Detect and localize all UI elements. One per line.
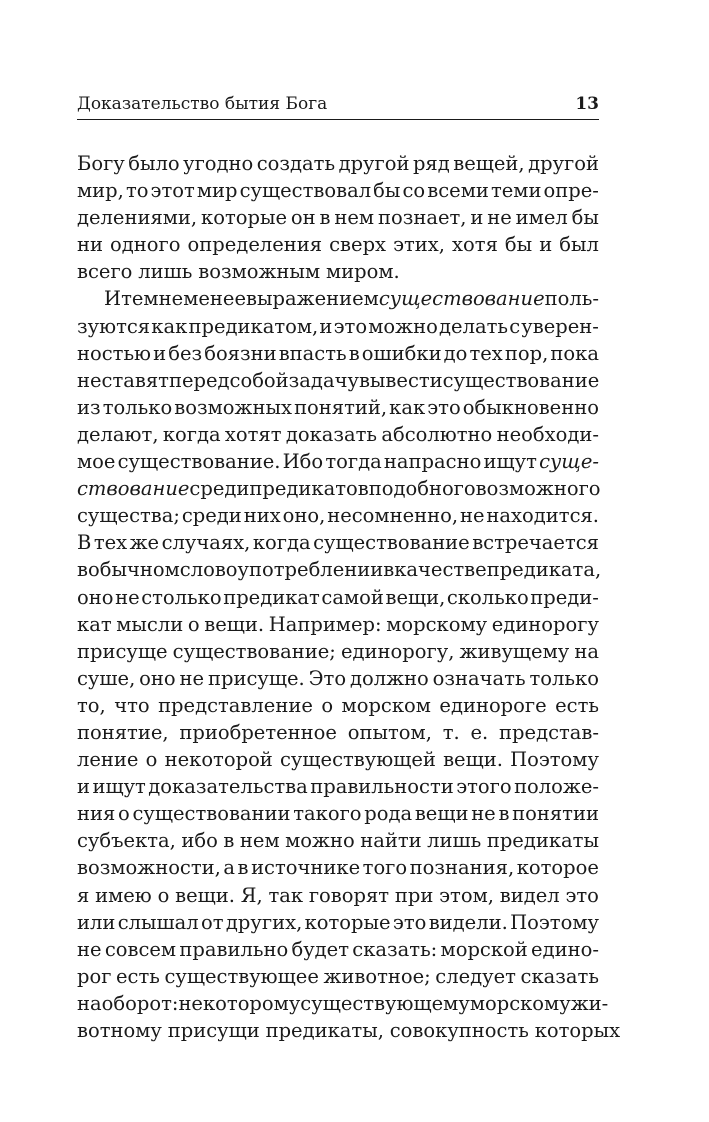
book-page	[77, 0, 621, 1122]
word: рог	[77, 964, 112, 988]
word: уверен-	[521, 314, 599, 338]
word: о	[157, 883, 170, 907]
word: боязни	[204, 341, 277, 365]
word: со	[402, 179, 426, 203]
word: в	[319, 206, 331, 230]
word: вотному	[77, 1019, 162, 1042]
word: можно	[285, 829, 355, 853]
word: слышал	[117, 910, 199, 934]
text-line	[77, 204, 599, 231]
word: Богу	[77, 152, 125, 175]
word: только	[102, 395, 173, 419]
word: существование;	[172, 639, 336, 663]
word: суше,	[77, 666, 136, 690]
text-line	[77, 475, 599, 502]
word: предикат	[223, 585, 320, 609]
word: это	[427, 395, 461, 419]
word: видели.	[428, 910, 508, 934]
text-line	[77, 177, 599, 204]
word: это	[392, 910, 427, 934]
word: морском	[341, 693, 431, 717]
text-line	[77, 421, 599, 448]
word: то,	[77, 693, 106, 717]
text-line	[77, 746, 599, 773]
text-line	[77, 367, 599, 394]
text-line	[77, 529, 599, 556]
word: положе-	[514, 775, 599, 799]
word: о	[118, 802, 130, 826]
word: не	[487, 206, 512, 230]
word: так	[268, 883, 304, 907]
word: не	[459, 504, 485, 528]
word: этот	[150, 179, 195, 203]
word: ни	[77, 233, 103, 257]
word: о	[145, 748, 158, 772]
word: сказать	[520, 964, 599, 988]
word: означать	[432, 666, 526, 690]
word: Это	[308, 666, 347, 690]
word: хотя	[452, 233, 498, 257]
word: сколько	[446, 585, 529, 609]
word: единорогу,	[341, 639, 455, 663]
text-line	[77, 1017, 621, 1044]
word: в	[237, 856, 249, 880]
word: до	[443, 341, 468, 365]
word: на	[574, 639, 599, 663]
word: вещи	[414, 802, 469, 826]
word: этих,	[393, 233, 445, 257]
text-line	[77, 827, 599, 854]
text-line	[77, 611, 599, 638]
word: которые	[304, 910, 391, 934]
word: возможного	[475, 477, 601, 501]
word: животное;	[323, 964, 431, 988]
word: вещи.	[175, 883, 235, 907]
word: нем	[239, 829, 280, 853]
word: тех	[93, 531, 128, 555]
word: существующее	[164, 964, 319, 988]
word: существовал	[239, 179, 372, 203]
word: совсем	[104, 937, 177, 961]
word: следует	[435, 964, 516, 988]
word: другой	[338, 152, 410, 175]
word: есть	[555, 693, 599, 717]
word: доказательства	[148, 775, 308, 799]
text-line	[77, 258, 599, 285]
text-line	[77, 231, 599, 258]
word: с	[509, 314, 521, 338]
word: абсолютно	[381, 422, 493, 446]
word: среди	[181, 504, 242, 528]
word: которые	[201, 206, 288, 230]
word: определения	[187, 233, 323, 257]
word: и	[470, 206, 484, 230]
text-line	[77, 963, 599, 990]
word: присуще.	[207, 666, 305, 690]
word: источнике	[251, 856, 361, 880]
word: поль-	[544, 287, 599, 311]
word: присущи	[167, 1019, 260, 1042]
word: а	[223, 856, 236, 880]
word: или	[77, 910, 116, 934]
word: и	[153, 341, 167, 365]
word: хотят	[224, 422, 282, 446]
word: необходи-	[496, 422, 599, 446]
word: подобного	[368, 477, 476, 501]
word: в	[223, 829, 235, 853]
word: есть	[116, 964, 160, 988]
word: возможных	[174, 395, 292, 419]
word: сверх	[329, 233, 387, 257]
word: жи-	[570, 991, 609, 1015]
word: бы	[504, 233, 533, 257]
word: встречается	[472, 531, 599, 555]
word: которое	[516, 856, 599, 880]
word: имел	[515, 206, 568, 230]
word: мир,	[77, 179, 124, 203]
word: Например:	[268, 612, 382, 636]
word: возможным	[198, 260, 321, 284]
word: т.	[442, 720, 460, 744]
word: и	[539, 233, 553, 257]
italic-word: существование	[378, 287, 545, 311]
word: без	[168, 341, 203, 365]
word: несомненно,	[327, 504, 459, 528]
word: будет	[291, 937, 350, 961]
word: бы	[373, 179, 401, 203]
word: существующей	[280, 748, 436, 772]
word: предикатом,	[188, 314, 319, 338]
word: обычном	[87, 558, 180, 582]
word: некоторому	[178, 991, 301, 1015]
word: что	[114, 693, 150, 717]
word: предикаты,	[265, 1019, 384, 1042]
text-line	[77, 909, 599, 936]
word: других,	[225, 910, 303, 934]
text-line	[77, 936, 599, 963]
word: Я,	[240, 883, 263, 907]
text-line	[77, 773, 599, 800]
word: оно	[77, 585, 114, 609]
word: Ибо	[282, 450, 324, 474]
header-rule	[77, 119, 599, 120]
word: ошибки	[361, 341, 442, 365]
word: найти	[360, 829, 422, 853]
word: находится.	[486, 504, 599, 528]
word: пока	[550, 341, 599, 365]
word: оно,	[282, 504, 326, 528]
word: только	[529, 666, 599, 690]
word: сказать:	[352, 937, 438, 961]
italic-word: суще-	[539, 450, 599, 474]
word: при	[394, 883, 434, 907]
word: он	[290, 206, 316, 230]
word: и	[77, 775, 90, 799]
word: опре-	[543, 179, 599, 203]
word: выражением	[246, 287, 379, 311]
text-line	[77, 313, 599, 340]
body-text	[77, 150, 621, 1044]
text-line	[77, 882, 599, 909]
word: нем	[334, 206, 375, 230]
word: едино-	[531, 937, 599, 961]
word: случаях,	[161, 531, 251, 555]
word: делать	[439, 314, 508, 338]
word: создать	[256, 152, 336, 175]
word: существующему	[300, 991, 470, 1015]
word: правильности	[310, 775, 454, 799]
word: когда	[162, 422, 221, 446]
word: задачу	[288, 368, 359, 392]
word: е.	[470, 720, 489, 744]
word: преди-	[530, 585, 599, 609]
word: ностью	[77, 341, 152, 365]
word: мое	[77, 450, 116, 474]
word: не	[115, 585, 140, 609]
page-number: 13	[575, 94, 599, 114]
word: познания,	[409, 856, 515, 880]
word: не	[77, 368, 102, 392]
word: морской	[440, 937, 528, 961]
word: ление	[77, 748, 139, 772]
word: тем	[121, 287, 159, 311]
word: ибо	[181, 829, 218, 853]
text-line	[77, 990, 609, 1017]
word: можно	[368, 314, 438, 338]
word: того	[362, 856, 408, 880]
word: них	[243, 504, 281, 528]
word: качестве	[394, 558, 487, 582]
word: предиката,	[486, 558, 602, 582]
word: всеми	[427, 179, 489, 203]
word: вывести	[358, 368, 443, 392]
word: представ-	[499, 720, 599, 744]
word: в	[498, 802, 510, 826]
word: теми	[490, 179, 542, 203]
word: как	[389, 395, 426, 419]
word: морскому	[386, 612, 488, 636]
word: Поэтому	[510, 910, 599, 934]
word: зуются	[77, 314, 151, 338]
word: ищут	[483, 450, 537, 474]
word: самой	[321, 585, 384, 609]
word: предикатов	[249, 477, 369, 501]
word: предикаты	[486, 829, 599, 853]
word: такого	[293, 802, 362, 826]
word: ставят	[101, 368, 169, 392]
text-line	[77, 638, 599, 665]
word: тех	[469, 341, 503, 365]
word: столько	[141, 585, 222, 609]
word: словоупотреблении	[179, 558, 384, 582]
word: присуще	[77, 639, 168, 663]
text-line	[77, 692, 599, 719]
word: лишь	[138, 260, 193, 284]
word: как	[151, 314, 188, 338]
text-line	[77, 340, 599, 367]
word: и	[319, 314, 333, 338]
word: ния	[77, 802, 116, 826]
word: когда	[252, 531, 311, 555]
word: приобретенное	[179, 720, 337, 744]
word: был	[559, 233, 599, 257]
text-line	[77, 719, 599, 746]
word: о	[321, 693, 334, 717]
word: ищут	[92, 775, 146, 799]
text-line	[77, 285, 599, 312]
word: существование	[442, 368, 600, 392]
word: должно	[349, 666, 429, 690]
word: то	[125, 179, 149, 203]
word: единорогу	[491, 612, 599, 636]
word: лишь	[427, 829, 482, 853]
word: вещи.	[204, 612, 265, 636]
word: не	[77, 937, 102, 961]
word: правильно	[179, 937, 289, 961]
word: ряд	[412, 152, 450, 175]
word: доказать	[285, 422, 378, 446]
word: субъекта,	[77, 829, 176, 853]
word: менее	[183, 287, 246, 311]
word: среди	[189, 477, 250, 501]
word: кат	[77, 612, 112, 636]
word: в	[348, 341, 360, 365]
word: существовании	[132, 802, 291, 826]
word: пор,	[504, 341, 549, 365]
word: существование.	[117, 450, 281, 474]
word: всего	[77, 260, 133, 284]
text-line	[77, 394, 599, 421]
word: это	[333, 314, 368, 338]
word: понятии	[512, 802, 599, 826]
word: Поэтому	[510, 748, 599, 772]
word: перед	[168, 368, 230, 392]
word: тогда	[325, 450, 382, 474]
word: единороге	[439, 693, 547, 717]
word: И	[104, 287, 122, 311]
word: было	[128, 152, 180, 175]
word: вещи.	[443, 748, 503, 772]
word: в	[77, 558, 88, 582]
word: не	[471, 802, 496, 826]
text-line	[77, 584, 599, 611]
word: говорят	[308, 883, 390, 907]
text-line	[77, 448, 599, 475]
word: миром.	[325, 260, 400, 284]
word: о	[187, 612, 200, 636]
word: рода	[364, 802, 413, 826]
word: же	[129, 531, 160, 555]
running-title: Доказательство бытия Бога	[77, 94, 328, 114]
word: в	[383, 558, 395, 582]
word: имею	[95, 883, 152, 907]
word: существа;	[77, 504, 180, 528]
text-line	[77, 854, 599, 881]
word: живущему	[459, 639, 570, 663]
text-line	[77, 150, 599, 177]
text-line	[77, 502, 599, 529]
word: обыкновенно	[462, 395, 599, 419]
word: этого	[456, 775, 512, 799]
word: которых	[534, 1019, 621, 1042]
word: видел	[499, 883, 560, 907]
word: морскому	[469, 991, 571, 1015]
word: представление	[158, 693, 313, 717]
word: В	[77, 531, 92, 555]
word: мир	[196, 179, 238, 203]
word: наоборот:	[77, 991, 179, 1015]
running-header	[77, 93, 599, 115]
word: другой	[528, 152, 599, 175]
word: делениями,	[77, 206, 198, 230]
word: возможности,	[77, 856, 221, 880]
word: опытом,	[347, 720, 432, 744]
word: понятие,	[77, 720, 169, 744]
word: делают,	[77, 422, 159, 446]
word: я	[77, 883, 90, 907]
word: одного	[110, 233, 181, 257]
word: не	[158, 287, 184, 311]
text-line	[77, 665, 599, 692]
word: угодно	[183, 152, 254, 175]
word: это	[565, 883, 599, 907]
word: существование	[313, 531, 470, 555]
word: познает,	[377, 206, 467, 230]
word: напрасно	[383, 450, 482, 474]
word: от	[201, 910, 224, 934]
word: совокупность	[389, 1019, 529, 1042]
word: собой	[229, 368, 289, 392]
italic-word: ствование	[77, 477, 190, 501]
word: из	[77, 395, 101, 419]
word: вещи,	[385, 585, 446, 609]
text-line	[77, 556, 602, 583]
word: некоторой	[164, 748, 273, 772]
word: оно	[139, 666, 176, 690]
word: этом,	[439, 883, 494, 907]
word: не	[179, 666, 205, 690]
word: понятий,	[294, 395, 388, 419]
text-line	[77, 800, 599, 827]
word: мысли	[116, 612, 184, 636]
word: бы	[571, 206, 599, 230]
word: впасть	[278, 341, 347, 365]
word: вещей,	[453, 152, 525, 175]
